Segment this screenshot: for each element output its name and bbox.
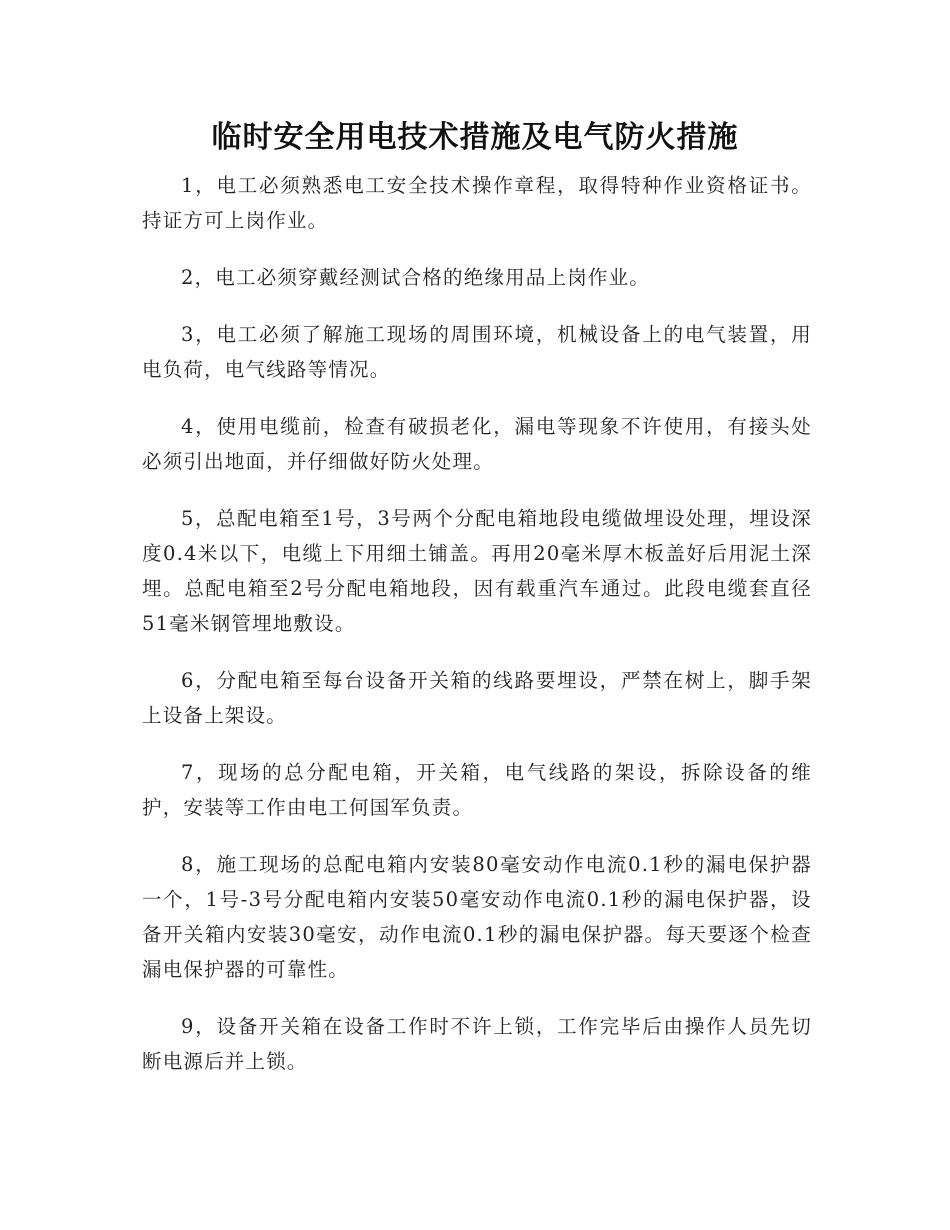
paragraph-4: 4，使用电缆前，检查有破损老化，漏电等现象不许使用，有接头处必须引出地面，并仔细做好防火处理。	[142, 415, 812, 473]
paragraph-7: 7，现场的总分配电箱，开关箱，电气线路的架设，拆除设备的维护，安装等工作由电工何国军负责。	[142, 761, 812, 819]
paragraph-6: 6，分配电箱至每台设备开关箱的线路要埋设，严禁在树上，脚手架上设备上架设。	[142, 669, 812, 727]
paragraph-1: 1，电工必须熟悉电工安全技术操作章程，取得特种作业资格证书。持证方可上岗作业。	[142, 174, 812, 232]
document-body	[142, 168, 812, 1101]
paragraph-9: 9，设备开关箱在设备工作时不许上锁，工作完毕后由操作人员先切断电源后并上锁。	[142, 1015, 812, 1073]
paragraph-5: 5，总配电箱至1号，3号两个分配电箱地段电缆做埋设处理，埋设深度0.4米以下，电缆上下用细土铺盖。再用20毫米厚木板盖好后用泥土深埋。总配电箱至2号分配电箱地段，因有载重汽车通过。此段电缆套直径51毫米钢管埋地敷设。	[142, 507, 812, 635]
paragraph-8: 8，施工现场的总配电箱内安装80毫安动作电流0.1秒的漏电保护器一个，1号-3号分配电箱内安装50毫安动作电流0.1秒的漏电保护器，设备开关箱内安装30毫安，动作电流0.1秒的漏电保护器。每天要逐个检查漏电保护器的可靠性。	[142, 853, 812, 981]
document-title: 临时安全用电技术措施及电气防火措施	[211, 120, 739, 155]
paragraph-3: 3，电工必须了解施工现场的周围环境，机械设备上的电气装置，用电负荷，电气线路等情况。	[142, 323, 812, 381]
paragraph-2: 2，电工必须穿戴经测试合格的绝缘用品上岗作业。	[181, 266, 651, 289]
